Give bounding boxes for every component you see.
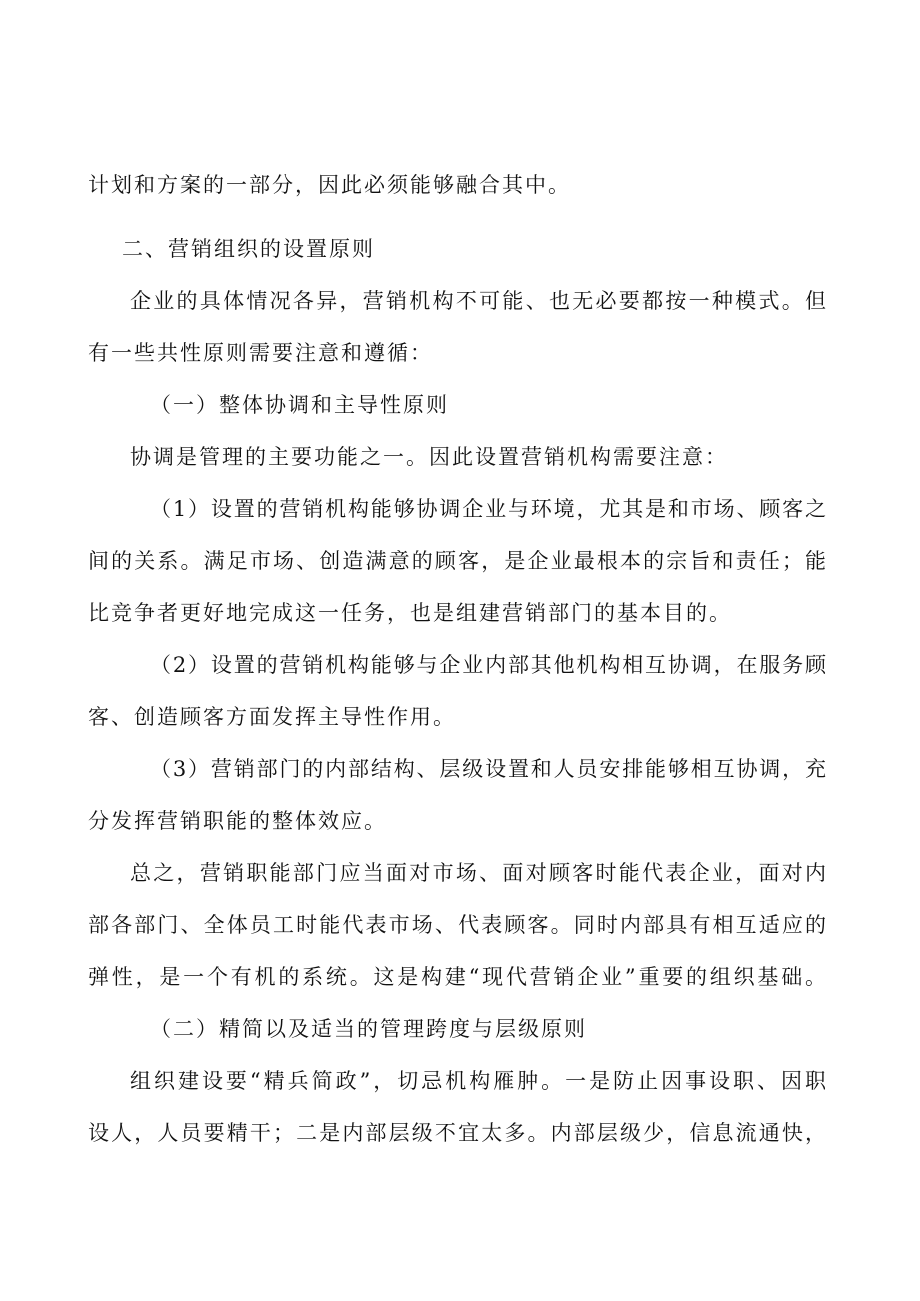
paragraph-line: 总之，营销职能部门应当面对市场、面对顾客时能代表企业，面对内	[130, 861, 826, 885]
paragraph-line: 分发挥营销职能的整体效应。	[88, 809, 387, 833]
subsection-heading: （一）整体协调和主导性原则	[150, 393, 449, 417]
paragraph-line: 企业的具体情况各异，营销机构不可能、也无必要都按一种模式。但	[130, 289, 826, 313]
subsection-heading: （二）精简以及适当的管理跨度与层级原则	[150, 1017, 587, 1041]
paragraph-line: 弹性，是一个有机的系统。这是构建“现代营销企业”重要的组织基础。	[88, 965, 826, 989]
paragraph-line: 协调是管理的主要功能之一。因此设置营销机构需要注意：	[130, 445, 728, 469]
paragraph-line: 设人，人员要精干；二是内部层级不宜太多。内部层级少，信息流通快，	[88, 1121, 826, 1145]
paragraph-line: 有一些共性原则需要注意和遵循：	[88, 341, 433, 365]
section-heading: 二、营销组织的设置原则	[122, 237, 375, 261]
paragraph-line: （2）设置的营销机构能够与企业内部其他机构相互协调，在服务顾	[150, 653, 826, 677]
paragraph-line: 部各部门、全体员工时能代表市场、代表顾客。同时内部具有相互适应的	[88, 913, 826, 937]
paragraph-line: 组织建设要“精兵简政”，切忌机构雁肿。一是防止因事设职、因职	[130, 1069, 826, 1093]
paragraph-line: 比竞争者更好地完成这一任务，也是组建营销部门的基本目的。	[88, 601, 732, 625]
paragraph-line: 客、创造顾客方面发挥主导性作用。	[88, 705, 456, 729]
paragraph-line: （3）营销部门的内部结构、层级设置和人员安排能够相互协调，充	[150, 757, 826, 781]
paragraph-line: （1）设置的营销机构能够协调企业与环境，尤其是和市场、顾客之	[150, 497, 826, 521]
paragraph-line: 计划和方案的一部分，因此必须能够融合其中。	[88, 173, 571, 197]
paragraph-line: 间的关系。满足市场、创造满意的顾客，是企业最根本的宗旨和责任；能	[88, 549, 826, 573]
